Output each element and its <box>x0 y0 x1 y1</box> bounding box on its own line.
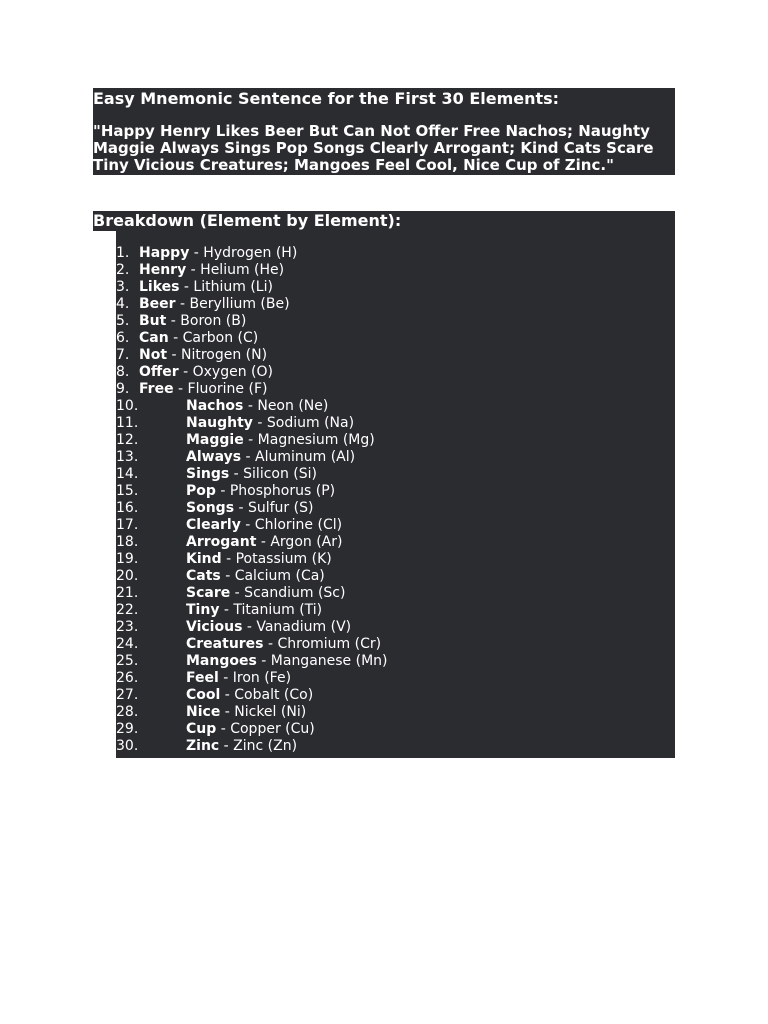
list-item-number: 6. <box>116 330 130 346</box>
list-item-number: 18. <box>116 534 139 550</box>
list-item-number: 5. <box>116 313 130 329</box>
element-name: - Aluminum (Al) <box>241 449 356 465</box>
mnemonic-word: Cats <box>186 568 221 584</box>
mnemonic-word: Arrogant <box>186 534 257 550</box>
element-name: - Zinc (Zn) <box>219 738 298 754</box>
element-name: - Chlorine (Cl) <box>240 517 343 533</box>
element-name: - Lithium (Li) <box>179 279 273 295</box>
list-item <box>116 534 388 551</box>
list-item-number: 7. <box>116 347 130 363</box>
list-item <box>116 313 388 330</box>
list-item <box>116 245 388 262</box>
list-item <box>116 636 388 653</box>
list-item <box>116 551 388 568</box>
element-name: - Nickel (Ni) <box>220 704 307 720</box>
element-name: - Hydrogen (H) <box>189 245 298 261</box>
list-item <box>116 279 388 296</box>
mnemonic-word: Henry <box>139 262 187 278</box>
list-item-number: 27. <box>116 687 139 703</box>
element-name: - Potassium (K) <box>221 551 332 567</box>
mnemonic-word: Likes <box>139 279 180 295</box>
mnemonic-word: Free <box>139 381 174 397</box>
list-item <box>116 381 388 398</box>
mnemonic-word: Sings <box>186 466 230 482</box>
list-item-number: 28. <box>116 704 139 720</box>
element-name: - Helium (He) <box>186 262 285 278</box>
mnemonic-word: Vicious <box>186 619 243 635</box>
list-item-number: 21. <box>116 585 139 601</box>
list-item-number: 24. <box>116 636 139 652</box>
mnemonic-word: Kind <box>186 551 222 567</box>
mnemonic-word: Can <box>139 330 169 346</box>
mnemonic-word: Creatures <box>186 636 264 652</box>
list-item <box>116 449 388 466</box>
mnemonic-word: Clearly <box>186 517 241 533</box>
mnemonic-word: Songs <box>186 500 235 516</box>
element-name: - Sulfur (S) <box>234 500 314 516</box>
mnemonic-word: Mangoes <box>186 653 257 669</box>
list-item <box>116 415 388 432</box>
list-item-number: 1. <box>116 245 130 261</box>
list-item-number: 23. <box>116 619 139 635</box>
element-name: - Oxygen (O) <box>178 364 273 380</box>
list-item <box>116 262 388 279</box>
element-name: - Copper (Cu) <box>216 721 315 737</box>
list-item-number: 12. <box>116 432 139 448</box>
list-item <box>116 585 388 602</box>
element-name: - Manganese (Mn) <box>256 653 388 669</box>
list-item-number: 8. <box>116 364 130 380</box>
mnemonic-word: Scare <box>186 585 231 601</box>
list-item-number: 19. <box>116 551 139 567</box>
element-name: - Carbon (C) <box>168 330 259 346</box>
element-name: - Vanadium (V) <box>242 619 352 635</box>
mnemonic-word: Feel <box>186 670 219 686</box>
list-item <box>116 483 388 500</box>
list-item <box>116 568 388 585</box>
mnemonic-word: Offer <box>139 364 179 380</box>
element-name: - Silicon (Si) <box>229 466 317 482</box>
element-name: - Boron (B) <box>166 313 247 329</box>
list-item-number: 22. <box>116 602 139 618</box>
list-item-number: 11. <box>116 415 139 431</box>
list-item <box>116 670 388 687</box>
mnemonic-word: Cup <box>186 721 217 737</box>
element-name: - Nitrogen (N) <box>167 347 268 363</box>
element-name: - Cobalt (Co) <box>220 687 314 703</box>
list-item <box>116 704 388 721</box>
element-name: - Beryllium (Be) <box>175 296 290 312</box>
list-item-number: 13. <box>116 449 139 465</box>
element-name: - Scandium (Sc) <box>230 585 346 601</box>
element-list <box>116 245 388 755</box>
element-name: - Calcium (Ca) <box>220 568 325 584</box>
mnemonic-word: Naughty <box>186 415 253 431</box>
list-item-number: 3. <box>116 279 130 295</box>
mnemonic-word: Always <box>186 449 242 465</box>
list-item <box>116 330 388 347</box>
mnemonic-word: Happy <box>139 245 190 261</box>
element-name: - Fluorine (F) <box>173 381 268 397</box>
list-item <box>116 432 388 449</box>
list-item-number: 17. <box>116 517 139 533</box>
list-item-number: 25. <box>116 653 139 669</box>
element-name: - Magnesium (Mg) <box>243 432 375 448</box>
list-item <box>116 466 388 483</box>
mnemonic-word: Not <box>139 347 168 363</box>
list-item <box>116 364 388 381</box>
list-item-number: 2. <box>116 262 130 278</box>
list-item <box>116 517 388 534</box>
list-item <box>116 296 388 313</box>
list-item-number: 10. <box>116 398 139 414</box>
mnemonic-word: Nachos <box>186 398 244 414</box>
mnemonic-word: Maggie <box>186 432 244 448</box>
list-item <box>116 398 388 415</box>
list-item-number: 29. <box>116 721 139 737</box>
element-name: - Iron (Fe) <box>218 670 292 686</box>
mnemonic-word: Pop <box>186 483 216 499</box>
page-title: Easy Mnemonic Sentence for the First 30 Elements: <box>93 89 560 108</box>
mnemonic-word: Beer <box>139 296 176 312</box>
mnemonic-sentence: "Happy Henry Likes Beer But Can Not Offer Free Nachos; Naughty Maggie Always Sings Pop Songs Clearly Arrogant; Kind Cats Scare Tiny Vicious Creatures; Mangoes Feel Cool, Nice Cup of Zinc." <box>93 122 654 174</box>
mnemonic-block <box>93 88 675 175</box>
list-item <box>116 500 388 517</box>
list-item <box>116 347 388 364</box>
breakdown-heading: Breakdown (Element by Element): <box>93 211 675 231</box>
list-item-number: 14. <box>116 466 139 482</box>
list-item-number: 15. <box>116 483 139 499</box>
list-item-number: 9. <box>116 381 130 397</box>
list-item-number: 4. <box>116 296 130 312</box>
list-item-number: 16. <box>116 500 139 516</box>
element-name: - Titanium (Ti) <box>219 602 323 618</box>
mnemonic-word: But <box>139 313 167 329</box>
element-name: - Phosphorus (P) <box>215 483 336 499</box>
mnemonic-word: Zinc <box>186 738 220 754</box>
element-name: - Neon (Ne) <box>243 398 329 414</box>
element-name: - Sodium (Na) <box>252 415 355 431</box>
list-item <box>116 602 388 619</box>
element-name: - Chromium (Cr) <box>263 636 382 652</box>
list-item <box>116 721 388 738</box>
mnemonic-word: Nice <box>186 704 221 720</box>
element-name: - Argon (Ar) <box>256 534 343 550</box>
list-item-number: 20. <box>116 568 139 584</box>
list-item <box>116 653 388 670</box>
list-item <box>116 738 388 755</box>
mnemonic-word: Cool <box>186 687 221 703</box>
mnemonic-word: Tiny <box>186 602 220 618</box>
list-item <box>116 619 388 636</box>
list-item <box>116 687 388 704</box>
list-item-number: 26. <box>116 670 139 686</box>
list-item-number: 30. <box>116 738 139 754</box>
